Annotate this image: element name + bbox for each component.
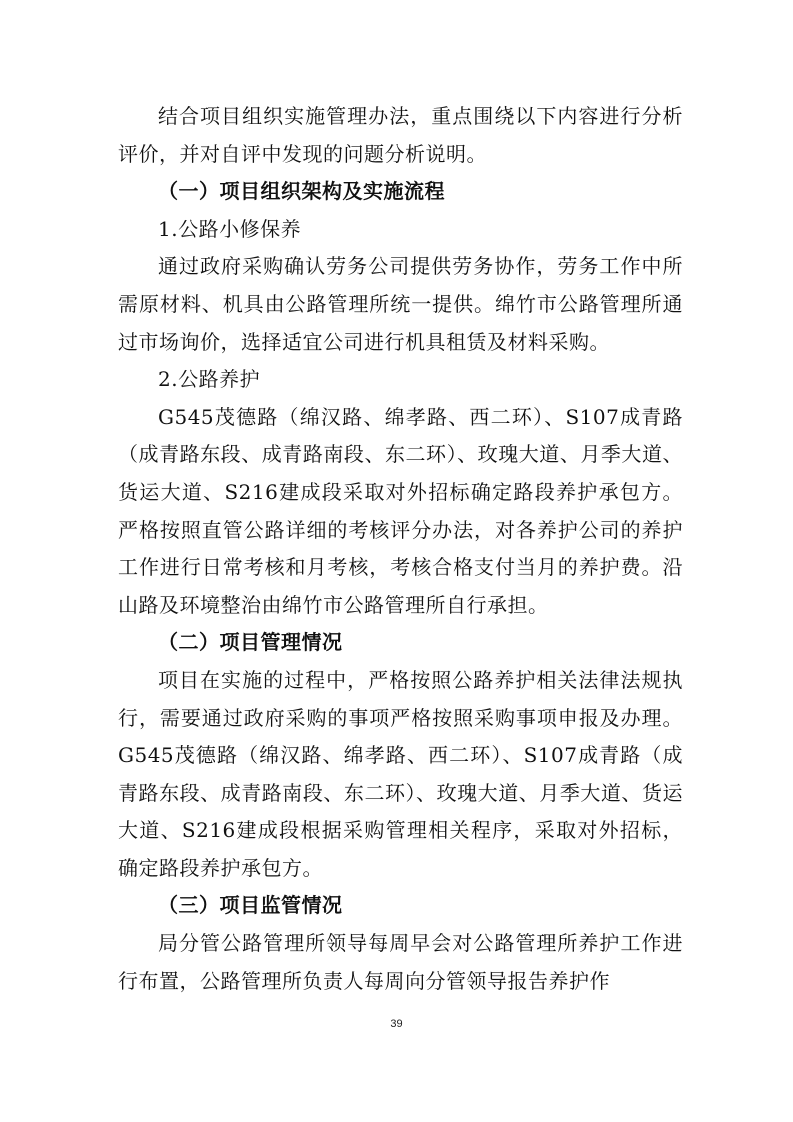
subsection-1-2-heading: 2.公路养护 [158, 367, 261, 392]
page-number: 39 [390, 1018, 403, 1030]
document-body [118, 98, 683, 1000]
section-2-paragraph: 项目在实施的过程中，严格按照公路养护相关法律法规执行，需要通过政府采购的事项严格按照采购事项申报及办理。G545茂德路（绵汉路、绵孝路、西二环）、S107成青路（成青路东段、成青路南段、东二环）、玫瑰大道、月季大道、货运大道、S216建成段根据采购管理相关程序，采取对外招标，确定路段养护承包方。 [118, 667, 683, 880]
subsection-1-2-paragraph: G545茂德路（绵汉路、绵孝路、西二环）、S107成青路（成青路东段、成青路南段、东二环）、玫瑰大道、月季大道、货运大道、S216建成段采取对外招标确定路段养护承包方。严格按照直管公路详细的考核评分办法，对各养护公司的养护工作进行日常考核和月考核，考核合格支付当月的养护费。沿山路及环境整治由绵竹市公路管理所自行承担。 [118, 404, 683, 617]
subsection-1-1-paragraph: 通过政府采购确认劳务公司提供劳务协作，劳务工作中所需原材料、机具由公路管理所统一提供。绵竹市公路管理所通过市场询价，选择适宜公司进行机具租赁及材料采购。 [118, 254, 683, 354]
section-1-heading: （一）项目组织架构及实施流程 [158, 179, 445, 204]
subsection-1-1-heading: 1.公路小修保养 [158, 216, 302, 241]
intro-paragraph: 结合项目组织实施管理办法，重点围绕以下内容进行分析评价，并对自评中发现的问题分析说明。 [118, 104, 683, 166]
section-3-heading: （三）项目监管情况 [158, 893, 343, 918]
section-3-paragraph: 局分管公路管理所领导每周早会对公路管理所养护工作进行布置，公路管理所负责人每周向分管领导报告养护作 [118, 931, 683, 993]
section-2-heading: （二）项目管理情况 [158, 630, 343, 655]
